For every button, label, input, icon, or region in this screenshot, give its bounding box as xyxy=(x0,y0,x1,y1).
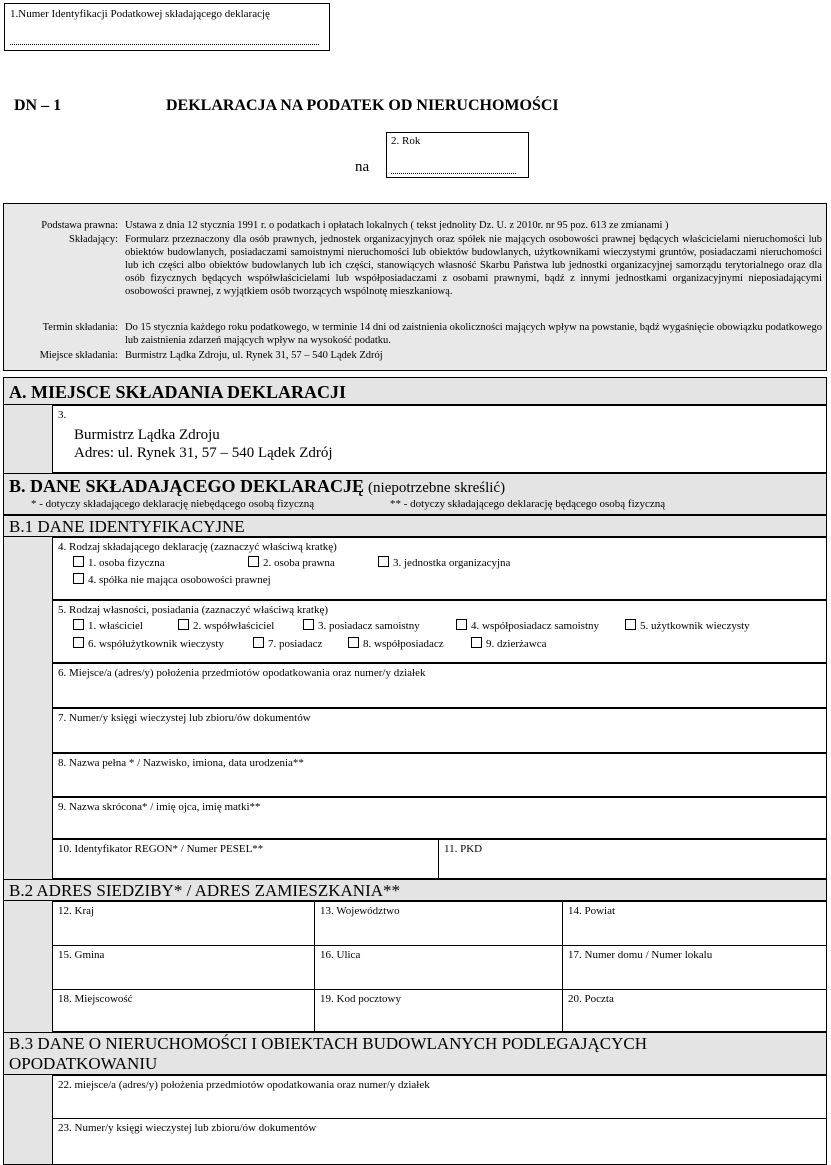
option-dzierzawca[interactable]: 9. dzierżawca xyxy=(471,637,546,651)
field-12-country[interactable]: 12. Kraj xyxy=(52,901,315,946)
section-b3-gutter xyxy=(3,1075,53,1165)
miejsce-label: Miejsce składania: xyxy=(39,350,118,361)
section-b2-header: B.2 ADRES SIEDZIBY* / ADRES ZAMIESZKANIA** xyxy=(3,879,827,901)
option-uzytkownik-wieczysty[interactable]: 5. użytkownik wieczysty xyxy=(625,619,750,633)
option-wlasciciel[interactable]: 1. właściciel xyxy=(73,619,143,633)
checkbox[interactable] xyxy=(178,619,189,630)
section-a-gutter xyxy=(3,405,53,473)
section-b3-title-line2: OPODATKOWANIU xyxy=(9,1054,158,1073)
field-10-regon-pesel[interactable]: 10. Identyfikator REGON* / Numer PESEL** xyxy=(52,839,439,879)
field-4-label: 4. Rodzaj składającego deklarację (zaznaczyć właściwą kratkę) xyxy=(58,541,337,553)
termin-label: Termin składania: xyxy=(42,322,118,333)
office-name: Burmistrz Lądka Zdroju xyxy=(74,427,220,443)
field-18-city[interactable]: 18. Miejscowość xyxy=(52,989,315,1032)
option-spolka[interactable]: 4. spółka nie mająca osobowości prawnej xyxy=(73,573,271,587)
office-address: Adres: ul. Rynek 31, 57 – 540 Lądek Zdrój xyxy=(74,445,333,461)
option-osoba-prawna[interactable]: 2. osoba prawna xyxy=(248,556,335,570)
field-22-location[interactable]: 22. miejsce/a (adres/y) położenia przedmiotów opodatkowania oraz numer/y działek xyxy=(52,1075,827,1119)
podstawa-label: Podstawa prawna: xyxy=(41,220,118,231)
form-code: DN – 1 xyxy=(14,97,62,114)
field-9-short-name[interactable]: 9. Nazwa skrócona* / imię ojca, imię matki** xyxy=(52,797,827,839)
nip-field[interactable] xyxy=(4,3,330,51)
section-b2-gutter xyxy=(3,901,53,1032)
field-19-postal-code[interactable]: 19. Kod pocztowy xyxy=(314,989,563,1032)
section-b3-header xyxy=(3,1032,827,1075)
option-posiadacz[interactable]: 7. posiadacz xyxy=(253,637,322,651)
checkbox[interactable] xyxy=(625,619,636,630)
field-11-pkd[interactable]: 11. PKD xyxy=(438,839,827,879)
nip-label: 1.Numer Identyfikacji Podatkowej składającego deklarację xyxy=(10,8,270,20)
checkbox[interactable] xyxy=(471,637,482,648)
field-5-label: 5. Rodzaj własności, posiadania (zaznaczyć właściwą kratkę) xyxy=(58,604,328,616)
field-20-post-office[interactable]: 20. Poczta xyxy=(562,989,827,1032)
year-input-line xyxy=(391,173,516,174)
field-6-location[interactable]: 6. Miejsce/a (adres/y) położenia przedmiotów opodatkowania oraz numer/y działek xyxy=(52,663,827,708)
field-5-ownership-type xyxy=(52,600,827,663)
section-b-header xyxy=(3,473,827,515)
field-7-land-register[interactable]: 7. Numer/y księgi wieczystej lub zbioru/ów dokumentów xyxy=(52,708,827,753)
checkbox[interactable] xyxy=(73,556,84,567)
section-b-note: (niepotrzebne skreślić) xyxy=(368,480,506,496)
skladajacy-text: Formularz przeznaczony dla osób prawnych, jednostek organizacyjnych oraz spółek nie mających osobowości prawnej będących właścicielami nieruchomości lub obiektów budowlanych, posiadaczami samoistnymi nieruchomości lub obiektów budowlanych, użytkownikami wieczystymi gruntów, posiadaczami nieruchomości lub ich części albo obiektów budowlanych lub ich części, stanowiących własność Skarbu Państwa lub jednostki organizacyjnej samorządu terytorialnego oraz dla osób fizycznych będących współwłaścicielami lub współposiadaczami z osobami prawnymi, bądź z innymi jednostkami organizacyjnymi nieposiadającymi osobowości prawnej, z wyjątkiem osób tworzących wspólnotę mieszkaniową. xyxy=(125,234,822,297)
field-17-house-number[interactable]: 17. Numer domu / Numer lokalu xyxy=(562,945,827,990)
checkbox[interactable] xyxy=(248,556,259,567)
year-prefix: na xyxy=(355,159,370,175)
checkbox[interactable] xyxy=(348,637,359,648)
field-14-county[interactable]: 14. Powiat xyxy=(562,901,827,946)
skladajacy-label: Składający: xyxy=(69,234,118,245)
miejsce-text: Burmistrz Lądka Zdroju, ul. Rynek 31, 57 – 540 Lądek Zdrój xyxy=(125,350,383,361)
option-osoba-fizyczna[interactable]: 1. osoba fizyczna xyxy=(73,556,165,570)
option-jednostka-organizacyjna[interactable]: 3. jednostka organizacyjna xyxy=(378,556,510,570)
checkbox[interactable] xyxy=(303,619,314,630)
footnote-legal-entity: * - dotyczy składającego deklarację niebędącego osobą fizyczną xyxy=(31,498,315,510)
section-b-title: B. DANE SKŁADAJĄCEGO DEKLARACJĘ xyxy=(9,476,365,496)
checkbox[interactable] xyxy=(378,556,389,567)
option-wspolposiadacz[interactable]: 8. współposiadacz xyxy=(348,637,444,651)
option-wspolposiadacz-samoistny[interactable]: 4. współposiadacz samoistny xyxy=(456,619,599,633)
section-b3-title-line1: B.3 DANE O NIERUCHOMOŚCI I OBIEKTACH BUDOWLANYCH PODLEGAJĄCYCH xyxy=(9,1034,648,1053)
checkbox[interactable] xyxy=(253,637,264,648)
checkbox[interactable] xyxy=(73,573,84,584)
field-13-voivodeship[interactable]: 13. Województwo xyxy=(314,901,563,946)
field-15-commune[interactable]: 15. Gmina xyxy=(52,945,315,990)
option-wspoluzytkownik-wieczysty[interactable]: 6. współużytkownik wieczysty xyxy=(73,637,224,651)
checkbox[interactable] xyxy=(456,619,467,630)
checkbox[interactable] xyxy=(73,637,84,648)
year-label: 2. Rok xyxy=(391,135,421,147)
field-4-submitter-type xyxy=(52,537,827,600)
podstawa-text: Ustawa z dnia 12 stycznia 1991 r. o podatkach i opłatach lokalnych ( tekst jednolity Dz. U. z 2010r. nr 95 poz. 613 ze zmianami ) xyxy=(125,220,669,231)
checkbox[interactable] xyxy=(73,619,84,630)
section-b1-header: B.1 DANE IDENTYFIKACYJNE xyxy=(3,515,827,537)
section-a-address xyxy=(52,405,827,473)
option-posiadacz-samoistny[interactable]: 3. posiadacz samoistny xyxy=(303,619,420,633)
page-title: DEKLARACJA NA PODATEK OD NIERUCHOMOŚCI xyxy=(166,97,559,114)
field-23-land-register[interactable]: 23. Numer/y księgi wieczystej lub zbioru/ów dokumentów xyxy=(52,1118,827,1165)
section-a-header: A. MIEJSCE SKŁADANIA DEKLARACJI xyxy=(3,377,827,405)
section-b1-gutter xyxy=(3,537,53,879)
termin-text: Do 15 stycznia każdego roku podatkowego, w terminie 14 dni od zaistnienia okoliczności mających wpływ na powstanie, bądź wygaśnięcie obowiązku podatkowego lub zaistnienia zdarzeń mających wpływ na wysokość podatku. xyxy=(125,322,822,346)
year-field[interactable] xyxy=(386,132,529,178)
field-3-number: 3. xyxy=(58,409,67,421)
field-16-street[interactable]: 16. Ulica xyxy=(314,945,563,990)
field-8-full-name[interactable]: 8. Nazwa pełna * / Nazwisko, imiona, data urodzenia** xyxy=(52,753,827,797)
nip-input-line xyxy=(10,44,319,45)
legal-info-block xyxy=(3,203,827,371)
option-wspolwlasciciel[interactable]: 2. współwłaściciel xyxy=(178,619,274,633)
footnote-natural-person: ** - dotyczy składającego deklarację będącego osobą fizyczną xyxy=(390,498,666,510)
